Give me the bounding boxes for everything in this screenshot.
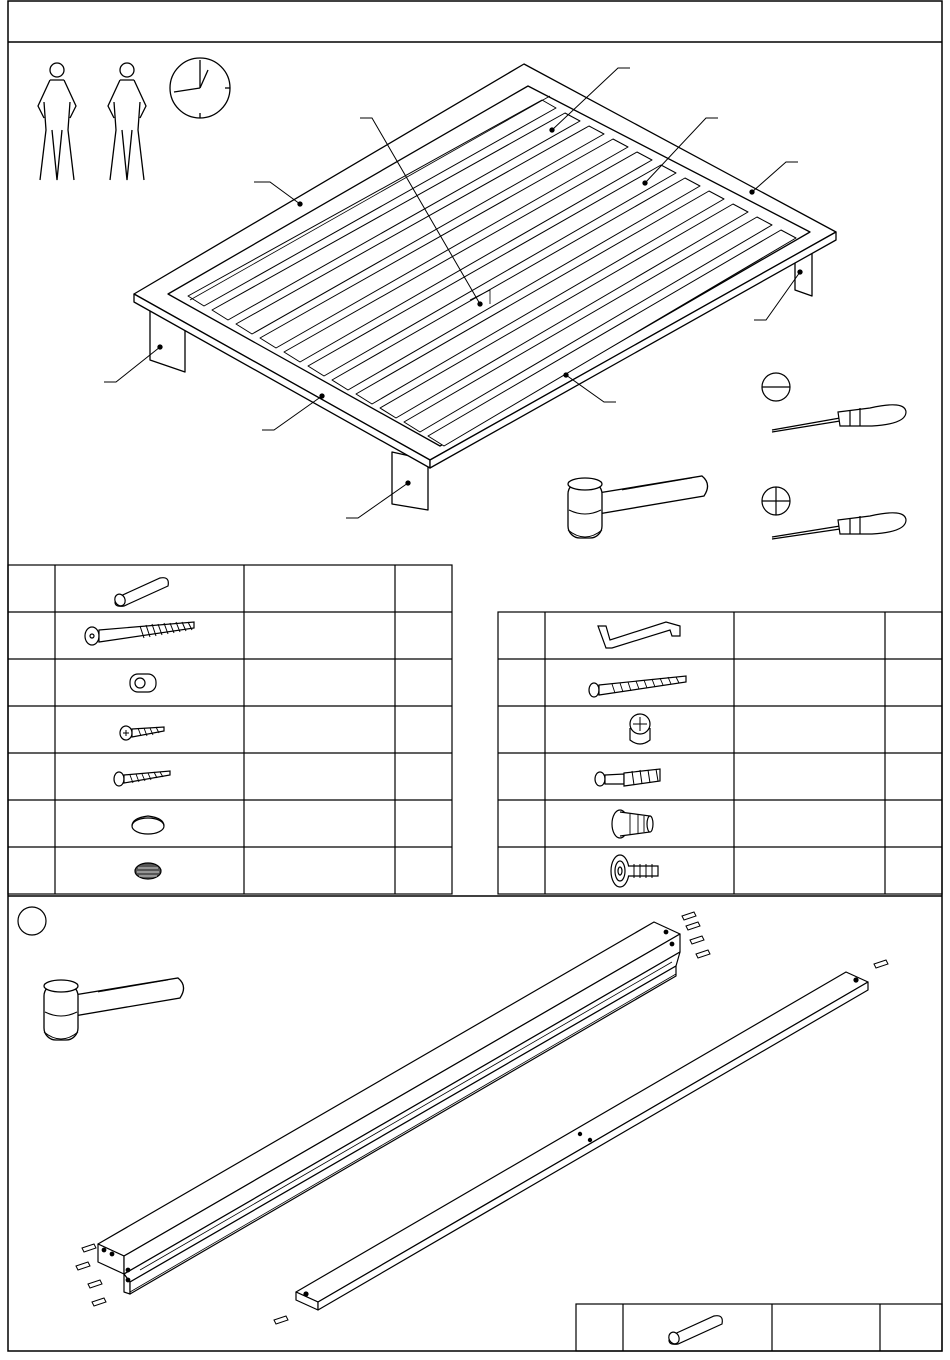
rubber-mallet-icon xyxy=(568,476,708,538)
long-bolt-icon xyxy=(85,622,194,645)
wooden-dowel-icon xyxy=(667,1316,722,1346)
step-badge xyxy=(18,907,46,935)
wooden-dowel-icon xyxy=(113,578,168,608)
bed-frame-overview-illustration xyxy=(134,64,836,510)
hardware-table-left xyxy=(8,565,452,894)
two-person-icon xyxy=(38,63,146,180)
felt-pad-icon xyxy=(135,863,161,879)
step-part-table xyxy=(576,1304,942,1351)
clock-icon xyxy=(170,58,230,118)
flathead-screwdriver-icon xyxy=(762,373,906,432)
euro-screw-icon xyxy=(589,676,686,697)
cap-cover-icon xyxy=(132,816,164,834)
phillips-screwdriver-icon xyxy=(762,487,906,539)
cam-lock-icon xyxy=(630,714,650,744)
barrel-nut-icon xyxy=(130,674,156,692)
short-screw-icon xyxy=(120,726,164,740)
rubber-mallet-icon xyxy=(44,978,184,1040)
allen-key-icon xyxy=(598,622,680,648)
cam-bolt-icon xyxy=(595,769,660,786)
wood-screw-icon xyxy=(114,771,170,786)
leveling-foot-icon xyxy=(611,855,658,887)
insert-nut-icon xyxy=(612,810,653,838)
hardware-table-right xyxy=(498,612,942,894)
